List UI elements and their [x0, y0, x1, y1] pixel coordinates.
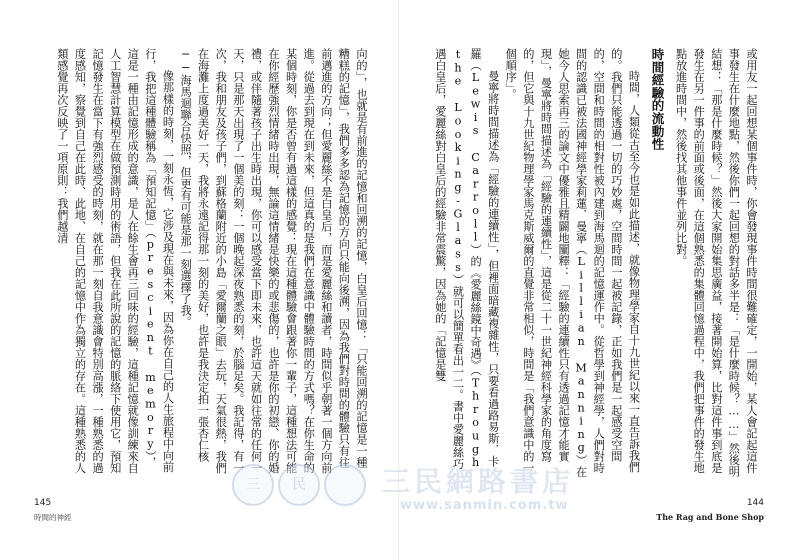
- paragraph: 像那樣的時刻，一刻永恆，它涉及現在與未來，因為你在自己的人生旅程中向前行，我把這種體驗稱為「預知記憶」（prescient memory），這是一種由記憶形成的意識，是人在餘生會再三回味的經驗，這種記憶就像訓練來自人工智慧計算模型在做預測時用的術語，但我在此所說的記憶的脈絡下使用它，預知記憶發生在當下有強烈感受的時刻，就在那一刻自我意識會特別高漲，一種熟悉的過度感知，察覺到自己在此時、此地、在自己的記憶中作為獨立的存在。這種熟悉的人類感覺再次反映了一項原則：我們越清: [55, 48, 175, 474]
- paragraph: 或用友一起回想某個事件時，你會發現事件時間很難確定，一開始，某人會記起這件事發生在什麼地點，然後你們一起回想的對話多半是：「是什麼時候？……」然後明結想：「那是什麼時候？」然後大家開始集思廣益，接著開始算，比對這件事到底是發生在另一件事的前面或後面，在這個熟悉的集體回憶過程中，我們把事件的發生地點放進時間中，然後找其他事件並列比對。: [674, 48, 758, 478]
- watermark-store-name: 三民網路書店: [382, 465, 575, 498]
- paragraph: 時間，人類從古至今也是如此描述，就像物理學家自十九世紀以來一直告訴我們的。我們只能透過一切的巧妙處，空間時間一起被記錄，正如我們是一起感受空間的，空間和時間的相對性被內建到海馬迴的記憶運作中。從哲學到神經學，人們對時間的認識已被法國神經學家莉蓮．曼寧（Lillian Manning）在她今人思索再三的論文中優雅且精闢地闡釋：「經驗的連續性只有透過記憶才能實現」，曼寧將時間描述為「經驗的連續性」，這是從二十一世紀神經科學家的角度寫的，但它與十九世紀物理學家馬克斯威爾的直覺非常相似，時間是「我們意識中的一個順序」。: [504, 48, 641, 478]
- watermark-logo-circle: 民: [278, 464, 320, 506]
- paragraph: 曼寧將時間描述為「經驗的連續性」，但裡面暗藏複雜性，只要看過路易斯．卡羅（Lewis Carroll）的《愛麗絲鏡中奇遇》（Through the Looking-Glass）就可以簡單看出一二。書中愛麗絲巧遇白皇后，愛麗絲對白皇后的經驗非常震驚，因為她的「記憶是雙: [433, 48, 500, 470]
- sanmin-watermark: [232, 458, 592, 528]
- running-chapter-title: The Rag and Bone Shop: [656, 512, 764, 522]
- watermark-logo-circle: 三: [232, 464, 274, 506]
- right-page-body: [433, 48, 760, 478]
- page-number-left: 145: [34, 498, 52, 508]
- watermark-logo-circle: [324, 464, 366, 506]
- paragraph: 向的」，也就是有前進的記憶和回溯的記憶，白皇后回憶：「只能回溯的記憶是一種糟糕的記憶」，我們多多認為記憶的方向只能向後溯，因為我們對時間的體驗只有往前邁進的方向；但愛麗絲不是白皇后，而是愛麗絲和讀者，時間似乎朝著一個方向前進。從過去到現在到未來，但這真的是我們在意識中體驗時間的方式嗎？在你生命的某個時刻，你是否曾有過這樣的感覺：現在這種體驗會跟著你一輩子，這種想法可能在你經歷強烈情緒時出現，無論這情緒是快樂的或悲傷的，也許是你的初戀、你的婚禮，或伴隨著孩子出生時出現，你可以感受當下即未來，也許這天就如往常的任何一天，只是那天出現了一個美的刻：一個晚起深夜熟悉的刻，於腦足矣。我記得，有一次，我和朋友及孩子們，到蘇格蘭附近的小島「愛爾蘭之眼」去玩，天氣很熱，我們在海灘上度過美好一天，我將永遠記得那一刻的美好，也許是我決定拍一張杏仁核──海馬迴聯合快照，但更有可能是那一刻選擇了我。: [179, 48, 368, 474]
- section-heading: 時間經驗的流動性: [650, 48, 666, 151]
- watermark-url: www.sanmin.com.tw: [400, 498, 569, 513]
- page-number-right: 144: [746, 498, 764, 508]
- running-book-title: 時間的神經: [34, 513, 72, 522]
- left-page-body: [40, 48, 370, 478]
